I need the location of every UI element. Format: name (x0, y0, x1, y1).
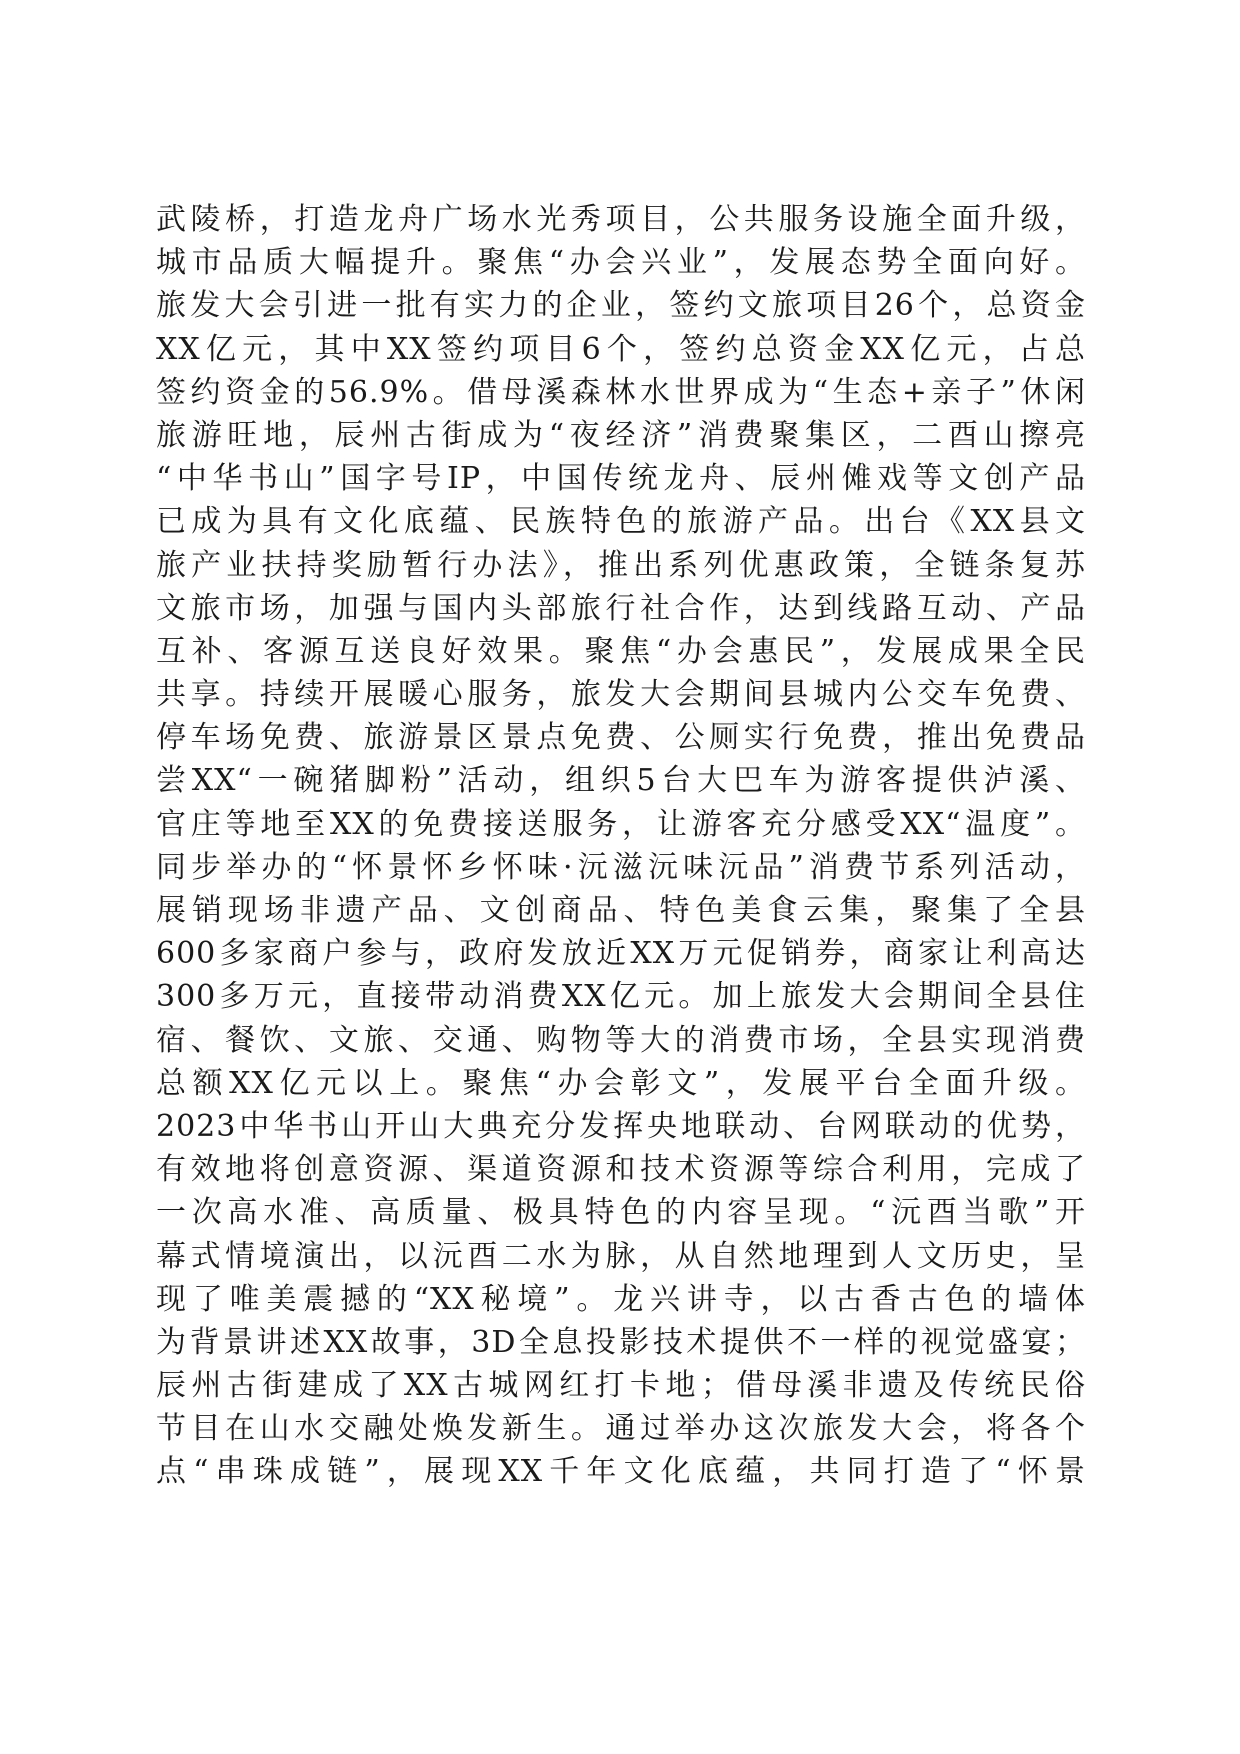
text-line: 尝XX“一碗猪脚粉”活动，组织5台大巴车为游客提供泸溪、 (156, 763, 1086, 799)
text-line: 城市品质大幅提升。聚焦“办会兴业”，发展态势全面向好。 (156, 245, 1086, 281)
text-line: 同步举办的“怀景怀乡怀味·沅滋沅味沅品”消费节系列活动， (156, 849, 1086, 885)
text-line: 现了唯美震撼的“XX秘境”。龙兴讲寺，以古香古色的墙体 (156, 1281, 1086, 1317)
text-line: 600多家商户参与，政府发放近XX万元促销券，商家让利高达 (156, 936, 1086, 972)
body-text (156, 198, 1086, 1494)
text-line: 总额XX亿元以上。聚焦“办会彰文”，发展平台全面升级。 (156, 1065, 1086, 1101)
text-line: 武陵桥，打造龙舟广场水光秀项目，公共服务设施全面升级， (156, 202, 1086, 237)
text-line: 签约资金的56.9%。借母溪森林水世界成为“生态+亲子”休闲 (156, 374, 1086, 410)
text-line: 幕式情境演出，以沅酉二水为脉，从自然地理到人文历史，呈 (156, 1238, 1086, 1274)
text-line: 旅发大会引进一批有实力的企业，签约文旅项目26个，总资金 (156, 288, 1086, 324)
text-line: 共享。持续开展暖心服务，旅发大会期间县城内公交车免费、 (156, 677, 1086, 713)
text-line: XX亿元，其中XX签约项目6个，签约总资金XX亿元，占总 (156, 331, 1086, 367)
text-line: 一次高水准、高质量、极具特色的内容呈现。“沅酉当歌”开 (156, 1195, 1086, 1231)
text-line: “中华书山”国字号IP，中国传统龙舟、辰州傩戏等文创产品 (156, 461, 1086, 497)
text-line: 文旅市场，加强与国内头部旅行社合作，达到线路互动、产品 (156, 590, 1086, 626)
text-line: 已成为具有文化底蕴、民族特色的旅游产品。出台《XX县文 (156, 504, 1086, 540)
text-line: 辰州古街建成了XX古城网红打卡地；借母溪非遗及传统民俗 (156, 1368, 1086, 1404)
text-line: 为背景讲述XX故事，3D全息投影技术提供不一样的视觉盛宴； (156, 1324, 1086, 1360)
text-line: 停车场免费、旅游景区景点免费、公厕实行免费，推出免费品 (156, 720, 1086, 756)
text-line: 互补、客源互送良好效果。聚焦“办会惠民”，发展成果全民 (156, 633, 1086, 669)
text-line: 300多万元，直接带动消费XX亿元。加上旅发大会期间全县住 (156, 979, 1086, 1015)
text-line: 点“串珠成链”，展现XX千年文化底蕴，共同打造了“怀景 (156, 1454, 1086, 1490)
text-line: 旅游旺地，辰州古街成为“夜经济”消费聚集区，二酉山擦亮 (156, 417, 1086, 453)
text-line: 官庄等地至XX的免费接送服务，让游客充分感受XX“温度”。 (156, 806, 1086, 842)
text-line: 旅产业扶持奖励暂行办法》，推出系列优惠政策，全链条复苏 (156, 547, 1086, 583)
text-line: 宿、餐饮、文旅、交通、购物等大的消费市场，全县实现消费 (156, 1022, 1086, 1058)
text-line: 有效地将创意资源、渠道资源和技术资源等综合利用，完成了 (156, 1152, 1086, 1188)
text-line: 展销现场非遗产品、文创商品、特色美食云集，聚集了全县 (156, 893, 1086, 928)
text-line: 2023中华书山开山大典充分发挥央地联动、台网联动的优势， (156, 1108, 1086, 1144)
text-line: 节目在山水交融处焕发新生。通过举办这次旅发大会，将各个 (156, 1411, 1086, 1447)
